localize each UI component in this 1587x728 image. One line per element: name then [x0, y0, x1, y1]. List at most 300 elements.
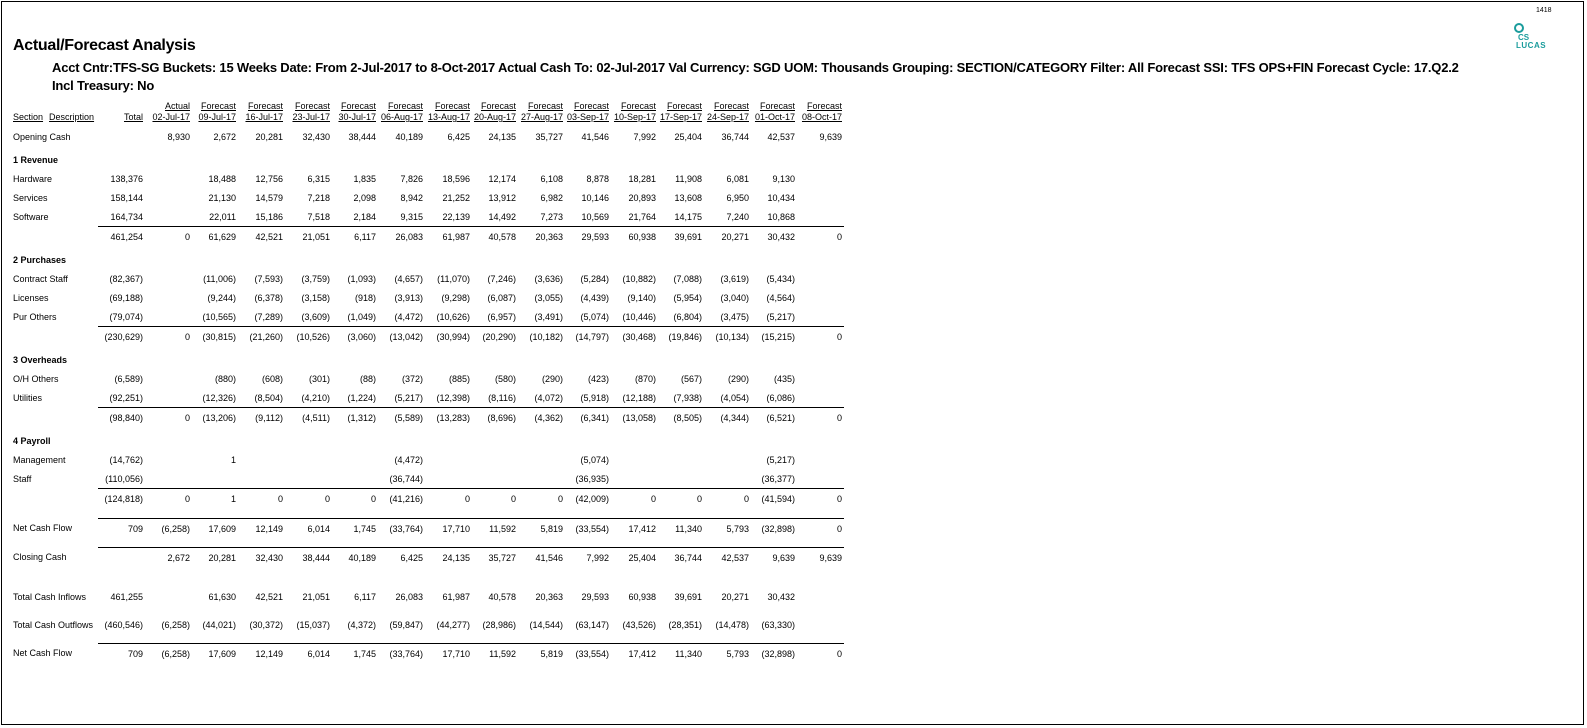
row-value: (5,217)	[766, 454, 795, 465]
row-value: (3,636)	[534, 273, 563, 284]
row-value: (4,072)	[534, 392, 563, 403]
row-label: Total Cash Inflows	[13, 591, 87, 602]
row-value: (12,326)	[202, 392, 236, 403]
row-value: (9,244)	[207, 292, 236, 303]
row-value: 26,083	[395, 591, 423, 602]
row-value	[797, 587, 844, 606]
subtotal-value: 0	[518, 489, 565, 509]
row-value: 24,135	[488, 131, 516, 142]
row-value: 61,630	[208, 591, 236, 602]
row-value: (10,565)	[202, 311, 236, 322]
row-value: 20,281	[192, 548, 238, 568]
row-value: 9,639	[751, 548, 797, 568]
row-value: 42,537	[704, 548, 751, 568]
row-value: 30,432	[767, 591, 795, 602]
row-value	[145, 388, 192, 408]
report-title: Actual/Forecast Analysis	[13, 37, 196, 54]
row-value	[797, 388, 844, 408]
subtotal-value: (30,994)	[425, 327, 472, 347]
row-value: 25,404	[674, 131, 702, 142]
subtotal-value: (41,216)	[378, 489, 425, 509]
row-value: 6,315	[307, 173, 330, 184]
row-value: (11,070)	[437, 273, 470, 284]
subtotal-row	[11, 227, 844, 247]
column-date-header: 27-Aug-17	[520, 112, 563, 122]
row-value	[145, 169, 192, 188]
row-value: (4,564)	[766, 292, 795, 303]
row-value: (11,006)	[203, 273, 236, 284]
row-value: (3,609)	[301, 311, 330, 322]
subtotal-value: (4,344)	[704, 408, 751, 428]
subtotal-value: 0	[472, 489, 518, 509]
row-total: (14,762)	[109, 454, 143, 465]
column-type-header: Forecast	[620, 100, 656, 111]
row-value: (12,398)	[436, 392, 470, 403]
row-value: (290)	[727, 373, 749, 384]
row-value: (5,074)	[580, 311, 609, 322]
subtotal-value: 61,987	[425, 227, 472, 247]
row-value: (6,086)	[766, 392, 795, 403]
row-value: (870)	[634, 373, 656, 384]
subtotal-value: (13,283)	[425, 408, 472, 428]
row-value: 9,639	[797, 548, 844, 568]
column-date-header: 10-Sep-17	[613, 112, 656, 122]
spacer-cell	[11, 634, 844, 644]
row-label: O/H Others	[13, 373, 59, 384]
row-value: (33,554)	[565, 519, 611, 539]
row-value: 17,609	[192, 519, 238, 539]
spacer-row	[11, 567, 844, 578]
row-value	[145, 587, 192, 606]
row-value: 2,184	[353, 211, 376, 222]
subtotal-value: 0	[797, 489, 844, 509]
subtotal-value: 20,363	[518, 227, 565, 247]
column-date-header: 20-Aug-17	[473, 112, 516, 122]
row-value: (59,847)	[389, 619, 423, 630]
row-value: (3,759)	[301, 273, 330, 284]
row-value: (1,093)	[347, 273, 376, 284]
spacer-cell	[11, 567, 844, 578]
row-value	[797, 469, 844, 489]
row-value: 38,444	[285, 548, 332, 568]
row-value: (10,626)	[436, 311, 470, 322]
row-label: Net Cash Flow	[13, 523, 73, 534]
row-value: 40,189	[395, 131, 423, 142]
row-value: (32,898)	[751, 644, 797, 664]
row-value	[472, 450, 518, 469]
row-value: (28,986)	[482, 619, 516, 630]
row-value: 14,492	[488, 211, 516, 222]
row-total	[98, 548, 145, 568]
subtotal-label	[11, 327, 98, 347]
row-value: (3,475)	[720, 311, 749, 322]
row-value: 20,363	[535, 591, 563, 602]
row-value: 0	[797, 644, 844, 664]
row-value: 6,014	[285, 644, 332, 664]
row-total: 158,144	[110, 192, 143, 203]
row-value	[658, 450, 704, 469]
row-value: (608)	[261, 373, 283, 384]
row-value: 9,315	[400, 211, 423, 222]
row-total: 709	[98, 519, 145, 539]
row-value: 6,425	[447, 131, 470, 142]
subtotal-value: (8,505)	[658, 408, 704, 428]
line-item-row	[11, 288, 844, 307]
row-total: (79,074)	[109, 311, 143, 322]
row-value: 17,710	[425, 519, 472, 539]
row-value: 1	[230, 454, 236, 465]
row-label: Utilities	[13, 392, 43, 403]
row-value: (36,935)	[575, 473, 609, 484]
subtotal-value: (42,009)	[565, 489, 611, 509]
row-value: (580)	[494, 373, 516, 384]
section-header-row	[11, 151, 844, 169]
row-value: 25,404	[611, 548, 658, 568]
row-value: (15,037)	[296, 619, 330, 630]
row-value: (423)	[587, 373, 609, 384]
column-type-header: Forecast	[480, 100, 516, 111]
row-total: 709	[98, 644, 145, 664]
row-value: (6,957)	[487, 311, 516, 322]
row-label: Management	[13, 454, 66, 465]
line-item-row	[11, 169, 844, 188]
subtotal-value: 0	[797, 408, 844, 428]
subtotal-value: (3,060)	[332, 327, 378, 347]
row-value: 20,893	[628, 192, 656, 203]
row-value: (5,217)	[766, 311, 795, 322]
row-value: (4,210)	[301, 392, 330, 403]
row-value: (5,217)	[394, 392, 423, 403]
row-value: 6,081	[726, 173, 749, 184]
row-label: Software	[13, 211, 49, 222]
row-value: (63,147)	[575, 619, 609, 630]
net-cash-flow-row	[11, 519, 844, 539]
subtotal-value: 29,593	[565, 227, 611, 247]
row-value: 21,130	[208, 192, 236, 203]
column-type-header: Forecast	[340, 100, 376, 111]
row-value	[797, 188, 844, 207]
row-value	[797, 207, 844, 227]
subtotal-value: 0	[145, 489, 192, 509]
column-date-header: 06-Aug-17	[380, 112, 423, 122]
row-total: (460,546)	[104, 619, 143, 630]
header-section-description	[11, 112, 98, 127]
logo-ring-icon	[1514, 23, 1524, 33]
subtotal-value: 0	[238, 489, 285, 509]
row-value	[238, 450, 285, 469]
row-value: 1,745	[332, 519, 378, 539]
row-value: 2,672	[145, 548, 192, 568]
column-type-header: Actual	[164, 100, 190, 111]
row-value: (44,021)	[202, 619, 236, 630]
subtotal-value: 30,432	[751, 227, 797, 247]
row-value: 5,819	[518, 519, 565, 539]
row-value	[145, 450, 192, 469]
row-value: (14,544)	[529, 619, 563, 630]
column-type-header: Forecast	[294, 100, 330, 111]
section-title: 4 Payroll	[13, 436, 51, 446]
subtotal-value: 0	[704, 489, 751, 509]
row-value: 12,149	[238, 519, 285, 539]
row-value: 11,908	[675, 173, 702, 184]
row-value: 9,130	[772, 173, 795, 184]
row-value: (3,913)	[394, 292, 423, 303]
column-date-header: 09-Jul-17	[198, 112, 236, 122]
row-value: (6,087)	[487, 292, 516, 303]
row-value: 41,546	[581, 131, 609, 142]
subtotal-value: (9,112)	[238, 408, 285, 428]
row-value: (4,054)	[720, 392, 749, 403]
row-value: (9,298)	[441, 292, 470, 303]
line-item-row	[11, 388, 844, 408]
row-label: Pur Others	[13, 311, 57, 322]
section-title: 1 Revenue	[13, 155, 59, 165]
row-value	[425, 469, 472, 489]
row-value	[797, 169, 844, 188]
row-value	[472, 469, 518, 489]
subtotal-value: (13,206)	[192, 408, 238, 428]
row-value: (6,804)	[673, 311, 702, 322]
header-empty	[11, 99, 98, 112]
opening-cash-row	[11, 127, 844, 146]
subtotal-value: 0	[797, 327, 844, 347]
row-value: 10,868	[767, 211, 795, 222]
row-value	[285, 450, 332, 469]
row-value: 2,098	[353, 192, 376, 203]
subtotal-value: 26,083	[378, 227, 425, 247]
row-label: Licenses	[13, 292, 49, 303]
spacer-cell	[11, 606, 844, 615]
row-value: 32,430	[238, 548, 285, 568]
subtotal-total: (98,840)	[98, 408, 145, 428]
subtotal-value: (10,134)	[704, 327, 751, 347]
line-item-row	[11, 269, 844, 288]
row-value: 6,108	[540, 173, 563, 184]
row-value: 10,434	[767, 192, 795, 203]
row-value: 18,488	[208, 173, 236, 184]
row-value: 32,430	[302, 131, 330, 142]
row-value: (8,116)	[488, 392, 516, 403]
row-value: 40,189	[332, 548, 378, 568]
row-value: 61,987	[442, 591, 470, 602]
column-type-header: Forecast	[434, 100, 470, 111]
row-total	[98, 127, 145, 146]
row-value: 8,942	[400, 192, 423, 203]
row-value: (30,372)	[249, 619, 283, 630]
row-total: 164,734	[110, 211, 143, 222]
report-params-line1: Acct Cntr:TFS-SG Buckets: 15 Weeks Date: From 2-Jul-2017 to 8-Oct-2017 Actual Cash To: 02-Jul-2017 Val Currency: SGD UOM: Thousands Grouping: SECTION/CATEGORY Filter: All Forecast SSI: TFS OPS+FIN Forecast Cycle: 17.Q2.2	[52, 60, 1459, 75]
row-value	[797, 450, 844, 469]
row-value: 8,878	[586, 173, 609, 184]
row-value: 0	[797, 519, 844, 539]
row-value: (88)	[359, 373, 376, 384]
row-value: (290)	[541, 373, 563, 384]
cash-analysis-table	[11, 99, 844, 663]
row-value: 6,982	[540, 192, 563, 203]
row-value: (1,049)	[347, 311, 376, 322]
subtotal-value: (6,341)	[565, 408, 611, 428]
row-value: 6,014	[285, 519, 332, 539]
row-value: (918)	[354, 292, 376, 303]
subtotal-row	[11, 327, 844, 347]
row-value: (5,954)	[673, 292, 702, 303]
subtotal-value: (30,815)	[192, 327, 238, 347]
row-value	[704, 469, 751, 489]
row-value: 17,412	[611, 519, 658, 539]
row-value: 22,011	[209, 211, 236, 222]
subtotal-total: (124,818)	[98, 489, 145, 509]
subtotal-value: (4,511)	[285, 408, 332, 428]
row-value: (36,744)	[389, 473, 423, 484]
subtotal-value: (19,846)	[658, 327, 704, 347]
subtotal-total: (230,629)	[98, 327, 145, 347]
row-total: (82,367)	[109, 273, 143, 284]
row-total: (110,056)	[105, 473, 143, 484]
row-value: (10,446)	[622, 311, 656, 322]
row-value: (880)	[214, 373, 236, 384]
closing-cash-row	[11, 548, 844, 568]
subtotal-value: (6,521)	[751, 408, 797, 428]
spacer-row	[11, 578, 844, 587]
row-value: (43,526)	[622, 619, 656, 630]
row-value: (7,938)	[673, 392, 702, 403]
row-value: (301)	[308, 373, 330, 384]
row-value: 6,425	[378, 548, 425, 568]
row-label: Staff	[13, 473, 32, 484]
row-value: (435)	[773, 373, 795, 384]
row-value	[704, 450, 751, 469]
row-value	[238, 469, 285, 489]
row-value: 36,744	[658, 548, 704, 568]
row-value: (6,378)	[254, 292, 283, 303]
row-value: (8,504)	[254, 392, 283, 403]
subtotal-value: (10,526)	[285, 327, 332, 347]
spacer-row	[11, 606, 844, 615]
row-value: (6,258)	[161, 619, 190, 630]
column-date-header: 03-Sep-17	[566, 112, 609, 122]
company-logo	[1508, 23, 1552, 55]
row-value: (28,351)	[668, 619, 702, 630]
row-value: (7,289)	[254, 311, 283, 322]
subtotal-value: 0	[658, 489, 704, 509]
row-label: Net Cash Flow	[13, 648, 73, 659]
row-value: (33,764)	[378, 519, 425, 539]
row-value: 15,186	[255, 211, 283, 222]
row-value: 7,273	[540, 211, 563, 222]
subtotal-value: (4,362)	[518, 408, 565, 428]
spacer-row	[11, 634, 844, 644]
column-date-header: 02-Jul-17	[152, 112, 190, 122]
subtotal-value: (20,290)	[472, 327, 518, 347]
row-value	[425, 450, 472, 469]
subtotal-value: (10,182)	[518, 327, 565, 347]
row-label: Services	[13, 192, 48, 203]
subtotal-value: (30,468)	[611, 327, 658, 347]
row-value: (885)	[448, 373, 470, 384]
column-type-header: Forecast	[666, 100, 702, 111]
row-value	[145, 369, 192, 388]
row-value: 35,727	[535, 131, 563, 142]
net-cash-flow-summary-row	[11, 644, 844, 664]
subtotal-value: (1,312)	[332, 408, 378, 428]
line-item-row	[11, 450, 844, 469]
row-value: 9,639	[819, 131, 842, 142]
subtotal-value: (15,215)	[751, 327, 797, 347]
subtotal-value: (41,594)	[751, 489, 797, 509]
subtotal-value: (8,696)	[472, 408, 518, 428]
total-outflows-row	[11, 615, 844, 634]
column-date-header: 17-Sep-17	[659, 112, 702, 122]
row-value: (63,330)	[761, 619, 795, 630]
row-value: (6,258)	[145, 644, 192, 664]
row-value: (4,439)	[580, 292, 609, 303]
spacer-cell	[11, 578, 844, 587]
header-date-row	[11, 112, 844, 127]
column-date-header: 30-Jul-17	[338, 112, 376, 122]
column-date-header: 01-Oct-17	[754, 112, 795, 122]
row-value: (3,158)	[301, 292, 330, 303]
subtotal-value: 39,691	[658, 227, 704, 247]
report-params-line2: Incl Treasury: No	[52, 78, 155, 93]
header-empty	[98, 99, 145, 112]
row-value: (3,055)	[534, 292, 563, 303]
row-value: 14,579	[255, 192, 283, 203]
total-inflows-row	[11, 587, 844, 606]
row-value: 21,764	[628, 211, 656, 222]
row-value: 11,592	[472, 644, 518, 664]
row-value: (4,472)	[394, 311, 423, 322]
row-value: 38,444	[348, 131, 376, 142]
column-type-header: Forecast	[573, 100, 609, 111]
row-value: 1,835	[353, 173, 376, 184]
subtotal-value: 0	[611, 489, 658, 509]
row-value: (4,657)	[394, 273, 423, 284]
row-value	[611, 469, 658, 489]
subtotal-value: 0	[425, 489, 472, 509]
subtotal-value: 0	[145, 408, 192, 428]
row-value: 42,537	[767, 131, 795, 142]
spacer-cell	[11, 538, 844, 548]
row-value: 20,281	[255, 131, 283, 142]
row-value: 5,793	[704, 519, 751, 539]
row-total: 138,376	[110, 173, 143, 184]
page-number: 1418	[1536, 7, 1552, 14]
subtotal-value: (13,058)	[611, 408, 658, 428]
row-value: 12,174	[488, 173, 516, 184]
row-value: 6,117	[354, 591, 376, 602]
column-date-header: 13-Aug-17	[427, 112, 470, 122]
column-date-header: 24-Sep-17	[706, 112, 749, 122]
row-value: 7,826	[400, 173, 423, 184]
subtotal-value: 60,938	[611, 227, 658, 247]
row-value	[145, 288, 192, 307]
column-type-header: Forecast	[387, 100, 423, 111]
section-title: 3 Overheads	[13, 355, 68, 365]
row-value: 24,135	[425, 548, 472, 568]
column-date-header: 23-Jul-17	[292, 112, 330, 122]
subtotal-value: (13,042)	[378, 327, 425, 347]
row-value	[145, 269, 192, 288]
subtotal-value: 0	[145, 227, 192, 247]
subtotal-label	[11, 227, 98, 247]
row-value: 17,412	[611, 644, 658, 664]
subtotal-row	[11, 489, 844, 509]
row-value: 41,546	[518, 548, 565, 568]
row-value: 42,521	[255, 591, 283, 602]
row-value: 7,218	[307, 192, 330, 203]
row-value	[145, 207, 192, 227]
row-value: 11,340	[658, 644, 704, 664]
